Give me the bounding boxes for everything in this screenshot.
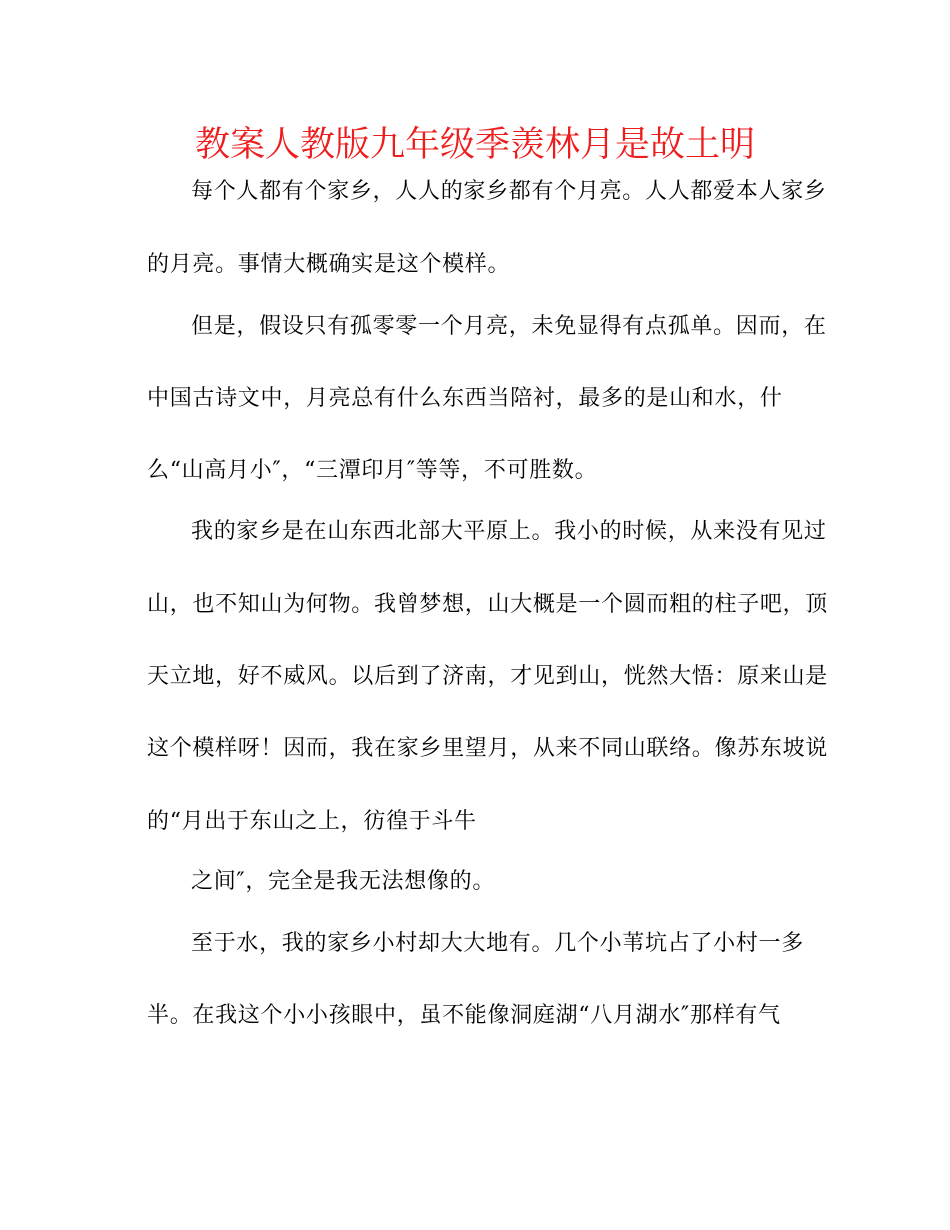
- text-line: 半。在我这个小小孩眼中，虽不能像洞庭湖“八月湖水″那样有气: [147, 1003, 781, 1028]
- text-line: 每个人都有个家乡，人人的家乡都有个月亮。人人都爱本人家乡: [191, 179, 827, 204]
- text-line: 的“月出于东山之上，彷徨于斗牛: [147, 809, 477, 834]
- text-line: 这个模样呀！因而，我在家乡里望月，从来不同山联络。像苏东坡说: [147, 736, 829, 761]
- text-line: 山，也不知山为何物。我曾梦想，山大概是一个圆而粗的柱子吧，顶: [147, 592, 829, 617]
- text-line: 么“山高月小″，“三潭印月″等等，不可胜数。: [147, 458, 598, 483]
- text-line: 之间″，完全是我无法想像的。: [191, 869, 496, 894]
- text-line: 的月亮。事情大概确实是这个模样。: [147, 252, 511, 277]
- text-line: 至于水，我的家乡小村却大大地有。几个小苇坑占了小村一多: [191, 931, 804, 956]
- text-line: 我的家乡是在山东西北部大平原上。我小的时候，从来没有见过: [191, 519, 827, 544]
- text-line: 但是，假设只有孤零零一个月亮，未免显得有点孤单。因而，在: [191, 314, 827, 339]
- text-line: 天立地，好不威风。以后到了济南，才见到山，恍然大悟：原来山是: [147, 664, 829, 689]
- text-line: 中国古诗文中，月亮总有什么东西当陪衬，最多的是山和水，什: [147, 386, 783, 411]
- document-title: 教案人教版九年级季羡林月是故土明: [194, 125, 755, 165]
